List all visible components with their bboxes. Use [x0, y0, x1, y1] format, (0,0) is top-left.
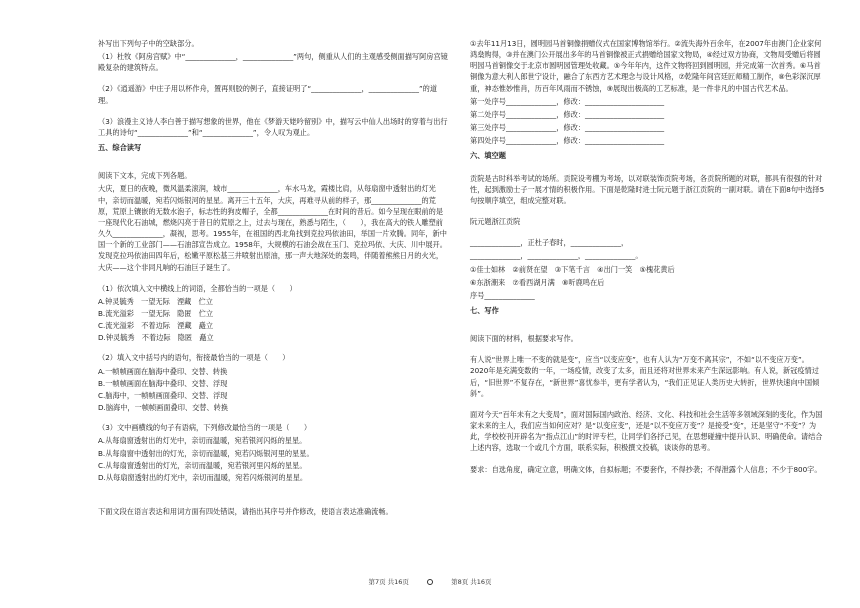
correction-instruction: 下面文段在语言表达和用词方面有四处错误，请指出其序号并作修改，使语言表达准确流畅。: [98, 507, 393, 516]
q8-option-a: A.一帧帧画面在脑海中叠印、交替、转换: [98, 366, 228, 376]
section-6-heading: 六、填空题: [470, 151, 506, 161]
q9-option-c: C.从每扇窗透射出的灯光，亲切而温暖，宛若银河里闪烁的星星。: [98, 460, 307, 470]
right-column: [470, 38, 825, 477]
fix-line-3: 第三处序号______________，修改：______________________: [470, 123, 665, 133]
q8-option-b: B.一帧帧画面在脑海中叠印、交替、浮现: [98, 378, 228, 388]
page-number-right: 第8页 共16页: [451, 578, 492, 586]
q9-option-a: A.从每扇窗透射出的灯光中，亲切而温暖，宛若银河闪烁的星星。: [98, 436, 307, 446]
couplet-instruction: 贡院是古时科举考试的场所。贡院设考棚为考场，以对联装饰贡院考场，各贡院所题的对联，都具有很强的针对性，起到激励士子一展才情的积极作用。下面是乾隆时进士阮元题于浙江贡院的一副对联。请在下面8句中选择5句按顺序填空，组成完整对联。: [470, 173, 825, 205]
reading-passage: 大庆，夏日的夜晚，微风温柔滚润，城市______________，车水马龙，霞楼比肩，从每扇窗中透射出的灯光中，亲切而温暖，宛若闪烁银河的星星。离开三十五年，大庆，再难寻从前的样子，那______________的荒原，荒原上镶嵌的无数水泡子，标志性的狗皮帽子，全都______________在时间的昔后。如今呈现在眼前的是一座现代化石油城，燃烧闪亮于昔日的荒原之上，过去与现在，熟悉与陌生，（ ），我在高大的铁人雕塑前久久______________，凝视，思考。1955年，在祖国的西北角找到克拉玛依油田，举国一片欢腾。同年，新中国一个新的工业部门——石油部宣告成立。1958年，大规模的石油会战在玉门、克拉玛依、大庆、川中展开。发现克拉玛依油田四年后，松嫩平原松基三井喷射出原油，那一声大地深处的轰鸣，伴随着熊熊日月的火光，大庆——这个非同凡响的石油巨子诞生了。: [98, 184, 447, 272]
couplet-options-2: ⑥东浙潮来 ⑦看西湖月满 ⑧听鹿鸣在后: [470, 277, 605, 287]
left-column: [98, 38, 450, 519]
page-footer: [0, 577, 860, 587]
q7-option-c: C.流光溢彩 不着边际 湮藏 矗立: [98, 321, 214, 331]
couplet-options-1: ①佳士如林 ②前贤在望 ③下笔千言 ④出门一笑 ⑤槐花黄后: [470, 264, 675, 274]
section-5-heading: 五、综合读写: [98, 143, 142, 153]
correction-passage: ①去年11月13日，圆明园马首铜像捐赠仪式在国家博物馆举行。②流失海外百余年，在2007年由澳门企业家何鸿燊购得，③并在澳门公开展出多年的马首铜像被正式捐赠给国家文物局，④经过双方协商，文物局受赠后将圆明园马首铜像交于北京市圆明园管理处收藏。⑤今年年内，这件文物将回到圆明园，并完成第一次首秀。⑥马首铜像为意大利人郎世宁设计，融合了东西方艺术理念与设计风格，⑦乾隆年间宫廷匠师精工制作，⑧色彩深沉厚重，神态惟妙惟肖，历百年风雨而不锈蚀，⑨展现出极高的工艺标准，是一件非凡的中国古代艺术品。: [470, 39, 822, 93]
question-7-stem: （1）依次填入文中横线上的词语，全都恰当的一项是（ ）: [98, 283, 297, 293]
sequence-answer: 序号______________: [470, 290, 535, 300]
couplet-line-2: ______________，______________，______________。: [470, 251, 643, 261]
writing-material-2: 面对今天“百年未有之大变局”，面对国际国内政治、经济、文化、科技和社会生活等多领域深刻的变化，作为国家未来的主人，我们应当如何应对？是“以变应变”，还是“以不变应万变”？是接受“变”，还是坚守“不变”？为此，学校校刊开辟名为“指点江山”的时评专栏，让同学们各抒己见，在思想碰撞中提升认识、明确使命。请结合上述内容，选取一个或几个方面，联系实际，积极撰文投稿，谈谈你的思考。: [470, 409, 823, 453]
writing-requirements: 要求：自选角度，确定立意，明确文体，自拟标题；不要套作，不得抄袭；不得泄露个人信息；不少于800字。: [470, 464, 822, 474]
q4-item-3: （3）浪漫主义诗人李白善于描写想象的世界，他在《梦游天姥吟留别》中，描写云中仙人出场时的穿着与出行工具的诗句“______________”和“______________”，令人叹为观止。: [98, 116, 448, 137]
fix-line-1: 第一处序号______________，修改：______________________: [470, 96, 665, 106]
q9-option-d: D.从每扇窗透射出的灯光中，亲切而温暖，宛若闪烁银河的星星。: [98, 472, 308, 482]
writing-material-1: 有人说“世界上唯一不变的就是变”，应当“以变应变”，也有人认为“万变不离其宗”，不如“以不变应万变”。2020年是充满变数的一年，一场疫情，改变了太多，而且还将对世界未来产生深远影响。有人说，新冠疫情过后，“旧世界”不复存在，“新世界”喜忧参半，更有学者认为，“我们正见证人类历史大转折，世界快速向中国倾斜”。: [470, 355, 820, 398]
q7-option-b: B.流光溢彩 一望无际 隐匿 伫立: [98, 308, 214, 318]
section-7-heading: 七、写作: [470, 305, 499, 315]
couplet-line-1: ______________，正杜子春时，______________，: [470, 238, 629, 248]
q8-option-c: C.脑海中，一帧帧画面叠印、交替、浮现: [98, 390, 228, 400]
fix-line-2: 第二处序号______________，修改：______________________: [470, 109, 665, 119]
page-number-left: 第7页 共16页: [368, 578, 409, 586]
q7-option-d: D.钟灵毓秀 不着边际 隐匿 矗立: [98, 333, 214, 343]
circle-icon: [427, 579, 433, 585]
reading-intro: 阅读下文本，完成下列各题。: [98, 171, 192, 181]
q9-option-b: B.从每扇窗中透射出的灯光，亲切而温暖，宛若闪烁银河里的星星。: [98, 448, 314, 458]
question-9-stem: （3）文中画横线的句子有语病，下列修改最恰当的一项是（ ）: [98, 423, 312, 433]
writing-intro: 阅读下面的材料，根据要求写作。: [470, 334, 578, 344]
q4-item-2: （2）《逍遥游》中庄子用以杯作舟，置再则胶的例子，直接证明了“______________，______________”的道理。: [98, 84, 438, 105]
question-8-stem: （2）填入文中括号内的语句，衔接最恰当的一项是（ ）: [98, 353, 290, 363]
q8-option-d: D.脑海中，一帧帧画面叠印、交替、转换: [98, 403, 229, 413]
fix-line-4: 第四处序号______________，修改：______________________: [470, 136, 665, 146]
couplet-title: 阮元题浙江贡院: [470, 217, 521, 227]
q7-option-a: A.钟灵毓秀 一望无际 湮藏 伫立: [98, 296, 213, 306]
q4-item-1: （1）杜牧《阿房宫赋》中“______________，______________”两句，侧重从人们的主观感受侧面描写阿房宫镜殿复杂的建筑特点。: [98, 52, 448, 73]
q4-intro: 补写出下列句子中的空缺部分。: [98, 39, 199, 48]
